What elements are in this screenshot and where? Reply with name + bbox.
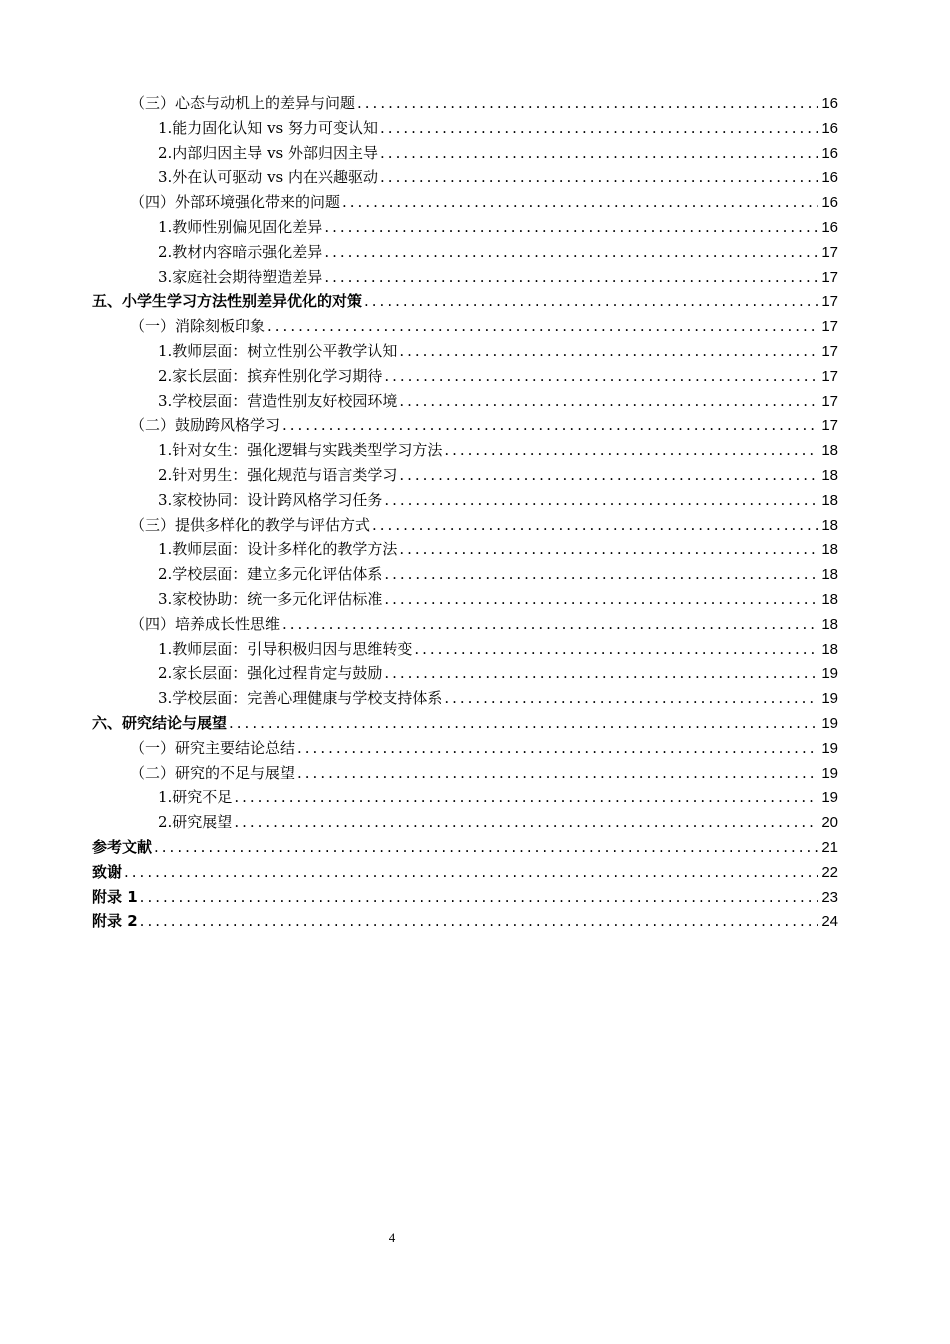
toc-entry-title: 2.教材内容暗示强化差异 xyxy=(158,242,323,261)
toc-entry-title: （二）研究的不足与展望 xyxy=(130,763,296,782)
toc-entry-title: （一）研究主要结论总结 xyxy=(130,738,296,757)
toc-entry[interactable] xyxy=(92,612,838,637)
toc-entry-page-number: 18 xyxy=(821,640,838,658)
toc-entry-title: 2.研究展望 xyxy=(158,813,233,832)
toc-dot-leader xyxy=(399,463,818,488)
toc-entry[interactable] xyxy=(92,339,838,364)
toc-dot-leader xyxy=(229,711,818,736)
toc-dot-leader xyxy=(324,240,818,265)
toc-entry-title: 1.教师性别偏见固化差异 xyxy=(158,217,323,236)
table-of-contents xyxy=(92,91,838,934)
toc-dot-leader xyxy=(234,810,818,835)
toc-entry-page-number: 18 xyxy=(821,516,838,534)
toc-entry[interactable] xyxy=(92,314,838,339)
toc-entry-page-number: 20 xyxy=(821,814,838,832)
toc-entry[interactable] xyxy=(92,785,838,810)
toc-entry[interactable] xyxy=(92,909,838,934)
toc-entry-title: 3.外在认可驱动 vs 内在兴趣驱动 xyxy=(158,168,379,187)
toc-dot-leader xyxy=(384,562,818,587)
toc-entry[interactable] xyxy=(92,736,838,761)
toc-entry-page-number: 21 xyxy=(821,838,838,856)
toc-entry-page-number: 16 xyxy=(821,218,838,236)
toc-entry-title: 2.针对男生：强化规范与语言类学习 xyxy=(158,465,398,484)
toc-entry-page-number: 18 xyxy=(821,566,838,584)
toc-entry[interactable] xyxy=(92,711,838,736)
toc-entry[interactable] xyxy=(92,761,838,786)
toc-entry-page-number: 17 xyxy=(821,243,838,261)
toc-entry[interactable] xyxy=(92,860,838,885)
toc-entry-title: 参考文献 xyxy=(92,837,153,856)
toc-entry-page-number: 17 xyxy=(821,367,838,385)
toc-dot-leader xyxy=(380,116,818,141)
toc-entry-page-number: 18 xyxy=(821,466,838,484)
toc-entry[interactable] xyxy=(92,463,838,488)
toc-entry-title: 3.家庭社会期待塑造差异 xyxy=(158,267,323,286)
toc-entry-title: 附录 1 xyxy=(92,887,138,906)
toc-entry[interactable] xyxy=(92,240,838,265)
toc-entry[interactable] xyxy=(92,165,838,190)
toc-dot-leader xyxy=(234,785,818,810)
toc-entry-title: 2.内部归因主导 vs 外部归因主导 xyxy=(158,143,379,162)
toc-entry[interactable] xyxy=(92,686,838,711)
toc-entry[interactable] xyxy=(92,190,838,215)
toc-entry[interactable] xyxy=(92,885,838,910)
toc-dot-leader xyxy=(140,885,818,910)
toc-entry[interactable] xyxy=(92,413,838,438)
toc-entry-page-number: 23 xyxy=(821,888,838,906)
toc-entry-page-number: 16 xyxy=(821,95,838,112)
toc-entry-title: （二）鼓励跨风格学习 xyxy=(130,416,281,435)
toc-entry-page-number: 17 xyxy=(821,417,838,435)
toc-entry[interactable] xyxy=(92,215,838,240)
toc-entry[interactable] xyxy=(92,389,838,414)
toc-dot-leader xyxy=(380,141,818,166)
toc-entry[interactable] xyxy=(92,488,838,513)
toc-dot-leader xyxy=(399,537,818,562)
toc-entry-title: 六、研究结论与展望 xyxy=(92,713,228,732)
toc-entry-title: 3.学校层面：营造性别友好校园环境 xyxy=(158,391,398,410)
toc-entry[interactable] xyxy=(92,637,838,662)
toc-entry-title: 3.家校协同：设计跨风格学习任务 xyxy=(158,490,383,509)
toc-entry[interactable] xyxy=(92,537,838,562)
toc-entry-title: 2.学校层面：建立多元化评估体系 xyxy=(158,565,383,584)
toc-dot-leader xyxy=(399,339,818,364)
toc-dot-leader xyxy=(140,909,818,934)
toc-entry-page-number: 18 xyxy=(821,442,838,460)
toc-entry-page-number: 16 xyxy=(821,144,838,162)
toc-entry-page-number: 17 xyxy=(821,293,838,311)
toc-entry-title: 附录 2 xyxy=(92,912,138,931)
toc-dot-leader xyxy=(124,860,818,885)
toc-entry-page-number: 16 xyxy=(821,169,838,187)
toc-entry-title: 1.教师层面：引导积极归因与思维转变 xyxy=(158,639,413,658)
toc-entry-page-number: 18 xyxy=(821,615,838,633)
toc-dot-leader xyxy=(357,91,818,116)
toc-entry-page-number: 19 xyxy=(821,665,838,683)
toc-entry-page-number: 19 xyxy=(821,739,838,757)
toc-dot-leader xyxy=(444,438,818,463)
toc-dot-leader xyxy=(324,265,818,290)
toc-dot-leader xyxy=(282,612,818,637)
toc-entry-page-number: 19 xyxy=(821,714,838,732)
toc-entry-title: 1.研究不足 xyxy=(158,788,233,807)
toc-entry-page-number: 17 xyxy=(821,268,838,286)
toc-entry-title: 1.针对女生：强化逻辑与实践类型学习方法 xyxy=(158,441,443,460)
toc-entry-page-number: 19 xyxy=(821,789,838,807)
toc-entry-page-number: 19 xyxy=(821,690,838,708)
toc-entry[interactable] xyxy=(92,587,838,612)
toc-entry-title: 1.教师层面：树立性别公平教学认知 xyxy=(158,341,398,360)
toc-dot-leader xyxy=(384,661,818,686)
toc-entry[interactable] xyxy=(92,562,838,587)
toc-entry-page-number: 18 xyxy=(821,541,838,559)
toc-dot-leader xyxy=(364,289,818,314)
toc-entry[interactable] xyxy=(92,91,838,116)
toc-entry-page-number: 18 xyxy=(821,491,838,509)
toc-dot-leader xyxy=(444,686,818,711)
toc-entry[interactable] xyxy=(92,810,838,835)
toc-dot-leader xyxy=(384,488,818,513)
toc-entry[interactable] xyxy=(92,513,838,538)
toc-dot-leader xyxy=(384,587,818,612)
toc-entry-title: 1.能力固化认知 vs 努力可变认知 xyxy=(158,118,379,137)
toc-entry-title: 致谢 xyxy=(92,862,123,881)
toc-entry-page-number: 22 xyxy=(821,863,838,881)
toc-entry-title: （三）心态与动机上的差异与问题 xyxy=(130,94,356,112)
toc-entry-page-number: 17 xyxy=(821,318,838,336)
toc-entry-page-number: 16 xyxy=(821,194,838,212)
toc-entry-page-number: 17 xyxy=(821,392,838,410)
toc-dot-leader xyxy=(414,637,818,662)
toc-entry-title: 2.家长层面：摈弃性别化学习期待 xyxy=(158,366,383,385)
toc-entry[interactable] xyxy=(92,438,838,463)
toc-dot-leader xyxy=(342,190,818,215)
toc-entry-page-number: 16 xyxy=(821,119,838,137)
toc-entry-title: 1.教师层面：设计多样化的教学方法 xyxy=(158,540,398,559)
toc-dot-leader xyxy=(324,215,818,240)
toc-entry[interactable] xyxy=(92,141,838,166)
toc-dot-leader xyxy=(282,413,818,438)
toc-dot-leader xyxy=(297,761,818,786)
toc-dot-leader xyxy=(297,736,818,761)
toc-entry-title: 3.学校层面：完善心理健康与学校支持体系 xyxy=(158,689,443,708)
toc-entry-page-number: 18 xyxy=(821,590,838,608)
toc-entry-title: 2.家长层面：强化过程肯定与鼓励 xyxy=(158,664,383,683)
toc-entry-title: （三）提供多样化的教学与评估方式 xyxy=(130,515,371,534)
toc-entry[interactable] xyxy=(92,289,838,314)
toc-dot-leader xyxy=(267,314,818,339)
toc-dot-leader xyxy=(154,835,818,860)
toc-dot-leader xyxy=(399,389,818,414)
toc-entry-title: 五、小学生学习方法性别差异优化的对策 xyxy=(92,292,363,311)
toc-entry-page-number: 19 xyxy=(821,764,838,782)
toc-entry-title: （四）培养成长性思维 xyxy=(130,614,281,633)
toc-entry[interactable] xyxy=(92,265,838,290)
toc-entry[interactable] xyxy=(92,661,838,686)
toc-entry-page-number: 24 xyxy=(821,913,838,931)
toc-entry-title: 3.家校协助：统一多元化评估标准 xyxy=(158,589,383,608)
page-number: 4 xyxy=(388,1230,396,1245)
toc-entry-title: （四）外部环境强化带来的问题 xyxy=(130,193,341,212)
toc-dot-leader xyxy=(384,364,818,389)
toc-entry[interactable] xyxy=(92,364,838,389)
toc-entry[interactable] xyxy=(92,116,838,141)
toc-dot-leader xyxy=(372,513,818,538)
toc-entry-title: （一）消除刻板印象 xyxy=(130,317,266,336)
toc-entry-page-number: 17 xyxy=(821,342,838,360)
toc-dot-leader xyxy=(380,165,818,190)
toc-entry[interactable] xyxy=(92,835,838,860)
